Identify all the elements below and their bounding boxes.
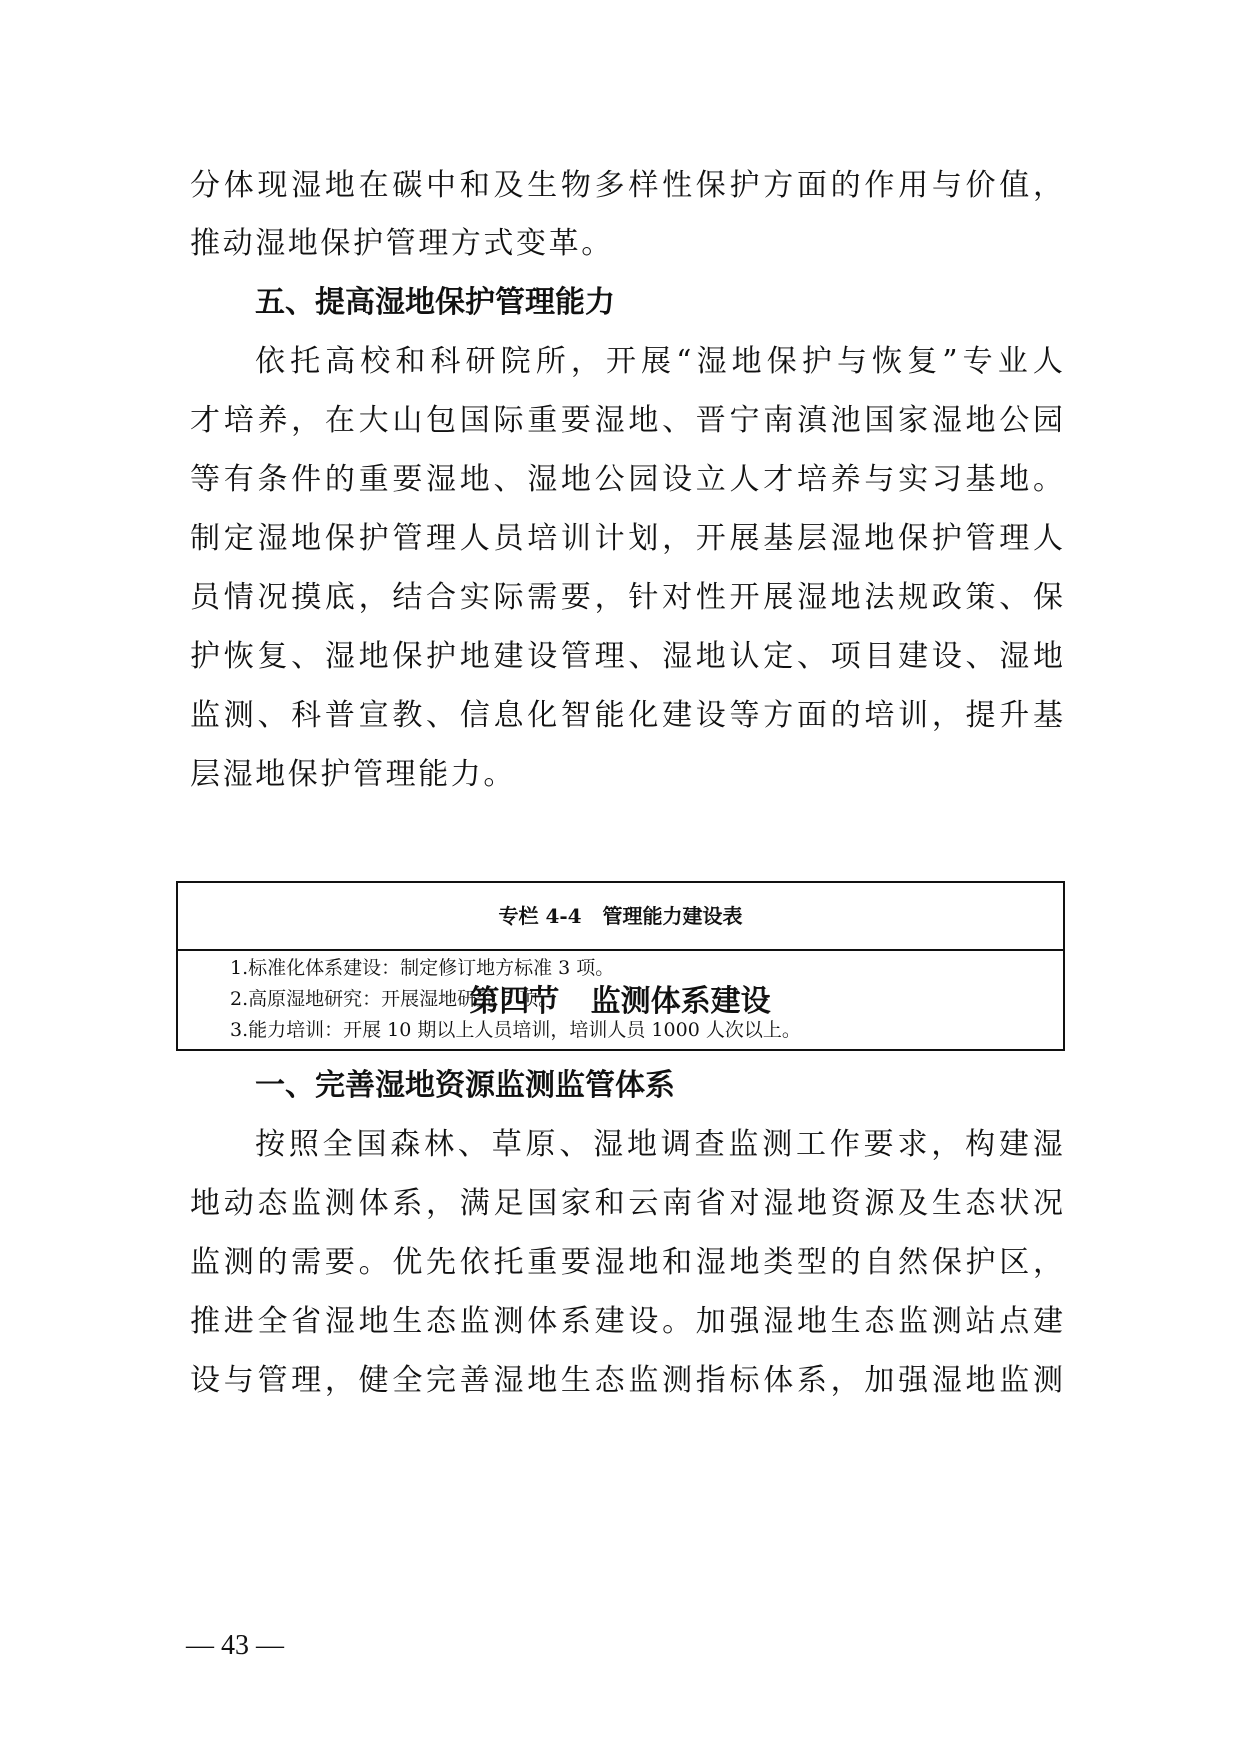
paragraph-line: 护 恢 复 、 湿 地 保 护 地 建 设 管 理 、 湿 地 认 定 、 项 目 建 设 、 湿 地 (190, 639, 1063, 674)
section-title: 第四节 监测体系建设 (469, 984, 771, 1019)
paragraph-line: 员 情 况 摸 底 ， 结 合 实 际 需 要 ， 针 对 性 开 展 湿 地 法 规 政 策 、 保 (190, 580, 1063, 615)
paragraph-line: 推动湿地保护管理方式变革。 (190, 226, 614, 261)
subsection-heading: 五、提高湿地保护管理能力 (255, 285, 615, 320)
paragraph-line: 层湿地保护管理能力。 (190, 757, 516, 792)
paragraph-line: 制 定 湿 地 保 护 管 理 人 员 培 训 计 划 ， 开 展 基 层 湿 地 保 护 管 理 人 (190, 521, 1063, 556)
paragraph-line: 分 体 现 湿 地 在 碳 中 和 及 生 物 多 样 性 保 护 方 面 的 作 用 与 价 值 ， (190, 168, 1063, 203)
subsection-heading: 一、完善湿地资源监测监管体系 (255, 1068, 675, 1103)
paragraph-line: 才 培 养 ， 在 大 山 包 国 际 重 要 湿 地 、 晋 宁 南 滇 池 国 家 湿 地 公 园 (190, 403, 1063, 438)
paragraph-line: 地 动 态 监 测 体 系 ， 满 足 国 家 和 云 南 省 对 湿 地 资 源 及 生 态 状 况 (190, 1186, 1063, 1221)
feature-box-item: 1.标准化体系建设：制定修订地方标准 3 项。 (230, 957, 615, 979)
feature-box-item: 2.高原湿地研究：开展湿地研究 5 项。 (230, 988, 558, 1010)
paragraph-line: 设 与 管 理 ， 健 全 完 善 湿 地 生 态 监 测 指 标 体 系 ， 加 强 湿 地 监 测 (190, 1363, 1063, 1398)
paragraph-line: 监 测 的 需 要 。 优 先 依 托 重 要 湿 地 和 湿 地 类 型 的 自 然 保 护 区 ， (190, 1245, 1063, 1280)
paragraph-line: 推 进 全 省 湿 地 生 态 监 测 体 系 建 设 。 加 强 湿 地 生 态 监 测 站 点 建 (190, 1304, 1063, 1339)
page-number: — 43 — (186, 1630, 284, 1661)
paragraph-line: 监 测 、 科 普 宣 教 、 信 息 化 智 能 化 建 设 等 方 面 的 培 训 ， 提 升 基 (190, 698, 1063, 733)
feature-box-title: 专栏 4-4 管理能力建设表 (178, 883, 1063, 951)
feature-box-table (176, 881, 1065, 1051)
feature-box-item: 3.能力培训：开展 10 期以上人员培训，培训人员 1000 人次以上。 (230, 1019, 801, 1041)
paragraph-line: 依 托 高 校 和 科 研 院 所 ， 开 展 “ 湿 地 保 护 与 恢 复 ” 专 业 人 (255, 344, 1063, 379)
paragraph-line: 按 照 全 国 森 林 、 草 原 、 湿 地 调 查 监 测 工 作 要 求 ， 构 建 湿 (255, 1127, 1063, 1162)
paragraph-line: 等 有 条 件 的 重 要 湿 地 、 湿 地 公 园 设 立 人 才 培 养 与 实 习 基 地 。 (190, 462, 1063, 497)
